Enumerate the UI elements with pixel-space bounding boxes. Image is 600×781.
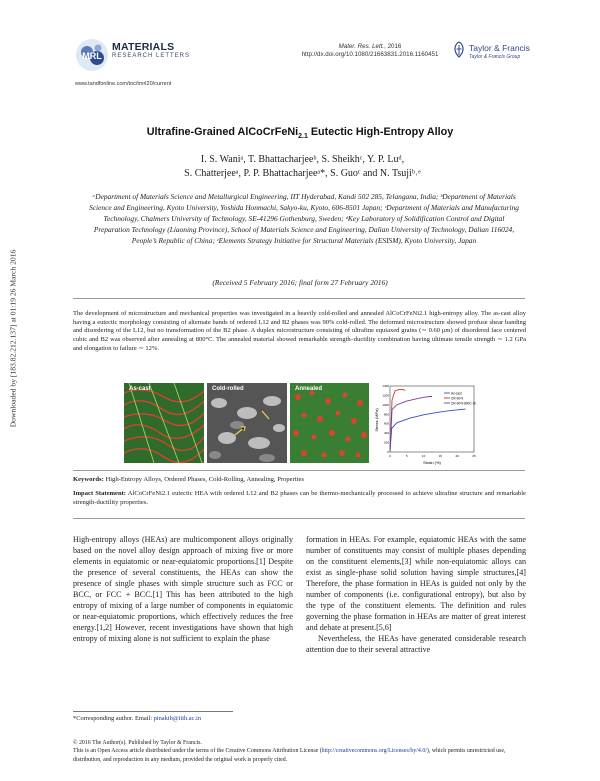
journal-name: Mater. Res. Lett. <box>338 43 385 50</box>
copyright-notice <box>73 739 526 764</box>
stress-strain-chart <box>372 380 480 468</box>
keywords-label: Keywords: <box>73 476 104 483</box>
article-title <box>0 126 600 140</box>
license-text <box>73 747 526 764</box>
chart-xlabel: Strain (%) <box>423 460 441 465</box>
panel-label-as-cast: As-cast <box>129 386 151 392</box>
keywords <box>73 476 304 483</box>
chart-legend-label-0: As-cast <box>451 391 462 396</box>
journal-year: , 2016 <box>384 43 402 50</box>
chart-ytick-6: 1200 <box>382 393 389 398</box>
chart-xtick-5: 25 <box>472 454 476 458</box>
license-link[interactable]: http://creativecommons.org/Licenses/by/4.0/ <box>321 748 427 755</box>
chart-ytick-7: 1400 <box>382 384 389 388</box>
journal-logo-subtitle: RESEARCH LETTERS <box>112 53 191 59</box>
as-cast-texture <box>124 383 204 463</box>
footnote-label: *Corresponding author. Email: <box>73 715 154 722</box>
chart-xtick-0: 0 <box>389 454 391 458</box>
chart-xtick-1: 5 <box>405 454 408 458</box>
body-column-left <box>73 534 293 644</box>
impact-statement <box>73 489 526 507</box>
panel-label-cold-rolled: Cold-rolled <box>212 386 244 392</box>
authors-line-2: S. Chatterjeeᵃ, P. P. Bhattacharjeeᵃ*, S. Guoᶜ and N. Tsujiᵇ˒ᵉ <box>184 168 421 179</box>
footnote-divider <box>73 711 233 712</box>
license-part-b: ), which permits unrestricted use, distribution, and reproduction in any medium, provided the original work is properly cited. <box>73 748 506 763</box>
copyright-line: © 2016 The Author(s). Published by Taylor & Francis. <box>73 740 202 746</box>
chart-ytick-5: 1000 <box>382 402 389 407</box>
chart-legend-label-2: CR-90%-800C-1h <box>451 401 477 406</box>
micrograph-cold-rolled <box>207 383 287 463</box>
chart-legend-label-1: CR-90% <box>451 396 464 401</box>
chart-ytick-0: 0 <box>387 450 389 454</box>
chart-xtick-4: 20 <box>455 454 459 458</box>
affiliations: ᵃDepartment of Materials Science and Metallurgical Engineering, IIT Hyderabad, Kandi 502 285, Telangana, India; ᵇDepartment of Materials Science and Engineering, Kyoto University, Yoshida Honmachi, Sakyo-ku, Kyoto, 606-8501 Japan; ᶜDepartment of Materials and Manufacturing Technology, Chalmers University of Technology, SE-41296 Gothenburg, Sweden; ᵈKey Laboratory of Solidification Control and Digital Preparation Technology (Liaoning Province), School of Materials Science and Engineering, Dalian University of Technology, Dalian 116024, People’s Republic of China; ᵉElements Strategy Initiative for Structural Materials (ESISM), Kyoto University, Japan <box>89 192 519 245</box>
panel-label-annealed: Annealed <box>295 386 323 392</box>
publisher-subtitle: Taylor & Francis Group <box>469 54 521 60</box>
publisher-name: Taylor & Francis <box>469 43 530 53</box>
divider-mid <box>73 470 525 471</box>
cold-rolled-texture <box>207 383 287 463</box>
journal-citation <box>300 43 440 59</box>
corresponding-author-note <box>73 715 201 722</box>
micrograph-annealed <box>290 383 369 463</box>
author-list <box>160 153 445 181</box>
chart-ytick-4: 800 <box>383 412 389 417</box>
abstract: The development of microstructure and mechanical properties was investigated in a heavily cold-rolled and annealed AlCoCrFeNi2.1 high-entropy alloy. The as-cast alloy having a eutectic morphology consisting of alternate bands of ordered L12 and B2 phases was 90% cold-rolled. The deformed microstructure showed profuse shear banding and disordering of the L12, but no transformation of the B2 phase. A duplex microstructure consisting of ultrafine equiaxed grains (∼ 0.60 μm) of disordered face centered cubic and B2 was observed after annealing at 800°C. The annealed material showed remarkable strength–ductility combination having ultimate tensile strength ∼ 1.2 GPa and elongation to failure ∼ 12%. <box>73 310 526 352</box>
mrl-logo-icon <box>74 37 110 73</box>
body-paragraph: High-entropy alloys (HEAs) are multicomponent alloys originally based on the novel alloy design approach of mixing five or more elements in equiatomic or near-equiatomic proportions.[1] Despite the presence of several constituents, the HEAs can show the presence of single phases with simple structure such as FCC or BCC, or FCC + BCC.[1] This has been attributed to the high entropy of mixing of a large number of components in equiatomic or near-equiatomic proportions, which effectively reduces the free energy.[1,2] However, recent investigations have shown that high entropy of mixing alone is not sufficient to explain the phase <box>73 535 293 643</box>
chart-xtick-2: 10 <box>421 454 426 458</box>
title-main: Ultrafine-Grained AlCoCrFeNi <box>146 126 299 138</box>
chart-ytick-3: 600 <box>383 421 389 426</box>
chart-ytick-1: 200 <box>383 440 389 445</box>
annealed-texture <box>290 383 369 463</box>
impact-label: Impact Statement: <box>73 490 127 497</box>
body-paragraph: formation in HEAs. For example, equiatomic HEAs with the same number of constituents may consist of multiple phases depending on the constituent elements,[3] while non-equiatomic alloys can exist as single-phase solid solution having simple structures,[4] Therefore, the phase formation in HEAs is guided not only by the number of components (i.e. configurational entropy), but also by the type of the constituent elements. The definition and rules governing the phase formation in HEAs are matter of great interest and debate at present.[5,6] <box>306 535 526 632</box>
divider-body <box>73 518 525 519</box>
toc-url[interactable]: www.tandfonline.com/toc/tmrl20/current <box>75 81 172 87</box>
chart-xtick-3: 15 <box>438 454 443 458</box>
journal-logo-title: MATERIALS <box>112 41 175 53</box>
chart-ylabel: Stress (MPa) <box>374 408 379 432</box>
chart-ytick-2: 400 <box>383 431 389 436</box>
download-watermark: Downloaded by [183.82.212.137] at 01:19 26 March 2016 <box>8 249 18 428</box>
doi-link[interactable]: http://dx.doi.org/10.1080/21663831.2016.1160451 <box>301 51 439 58</box>
title-subscript: 2.1 <box>298 133 308 141</box>
svg-text:MRL: MRL <box>82 51 102 61</box>
keywords-text: High-Entropy Alloys, Ordered Phases, Cold-Rolling, Annealing, Properties <box>105 476 304 483</box>
title-end: Eutectic High-Entropy Alloy <box>307 126 454 138</box>
received-dates: (Received 5 February 2016; final form 27 February 2016) <box>212 278 388 287</box>
body-paragraph: Nevertheless, the HEAs have generated considerable research attention due to their several attractive <box>306 634 526 654</box>
license-part-a: This is an Open Access article distributed under the terms of the Creative Commons Attribution License ( <box>73 748 322 755</box>
taylor-francis-logo-icon <box>452 41 466 58</box>
micrograph-as-cast <box>124 383 204 463</box>
authors-line-1: I. S. Waniᵃ, T. Bhattacharjeeᵇ, S. Sheikhᶜ, Y. P. Luᵈ, <box>200 154 405 165</box>
impact-text: AlCoCrFeNi2.1 eutectic HEA with ordered L12 and B2 phases can be thermo-mechanically processed to achieve ultrafine structure and remarkable strength-ductility properties. <box>73 490 526 506</box>
author-email-link[interactable]: pinakib@iith.ac.in <box>153 715 202 722</box>
divider-top <box>73 298 525 299</box>
body-column-right <box>306 534 526 655</box>
